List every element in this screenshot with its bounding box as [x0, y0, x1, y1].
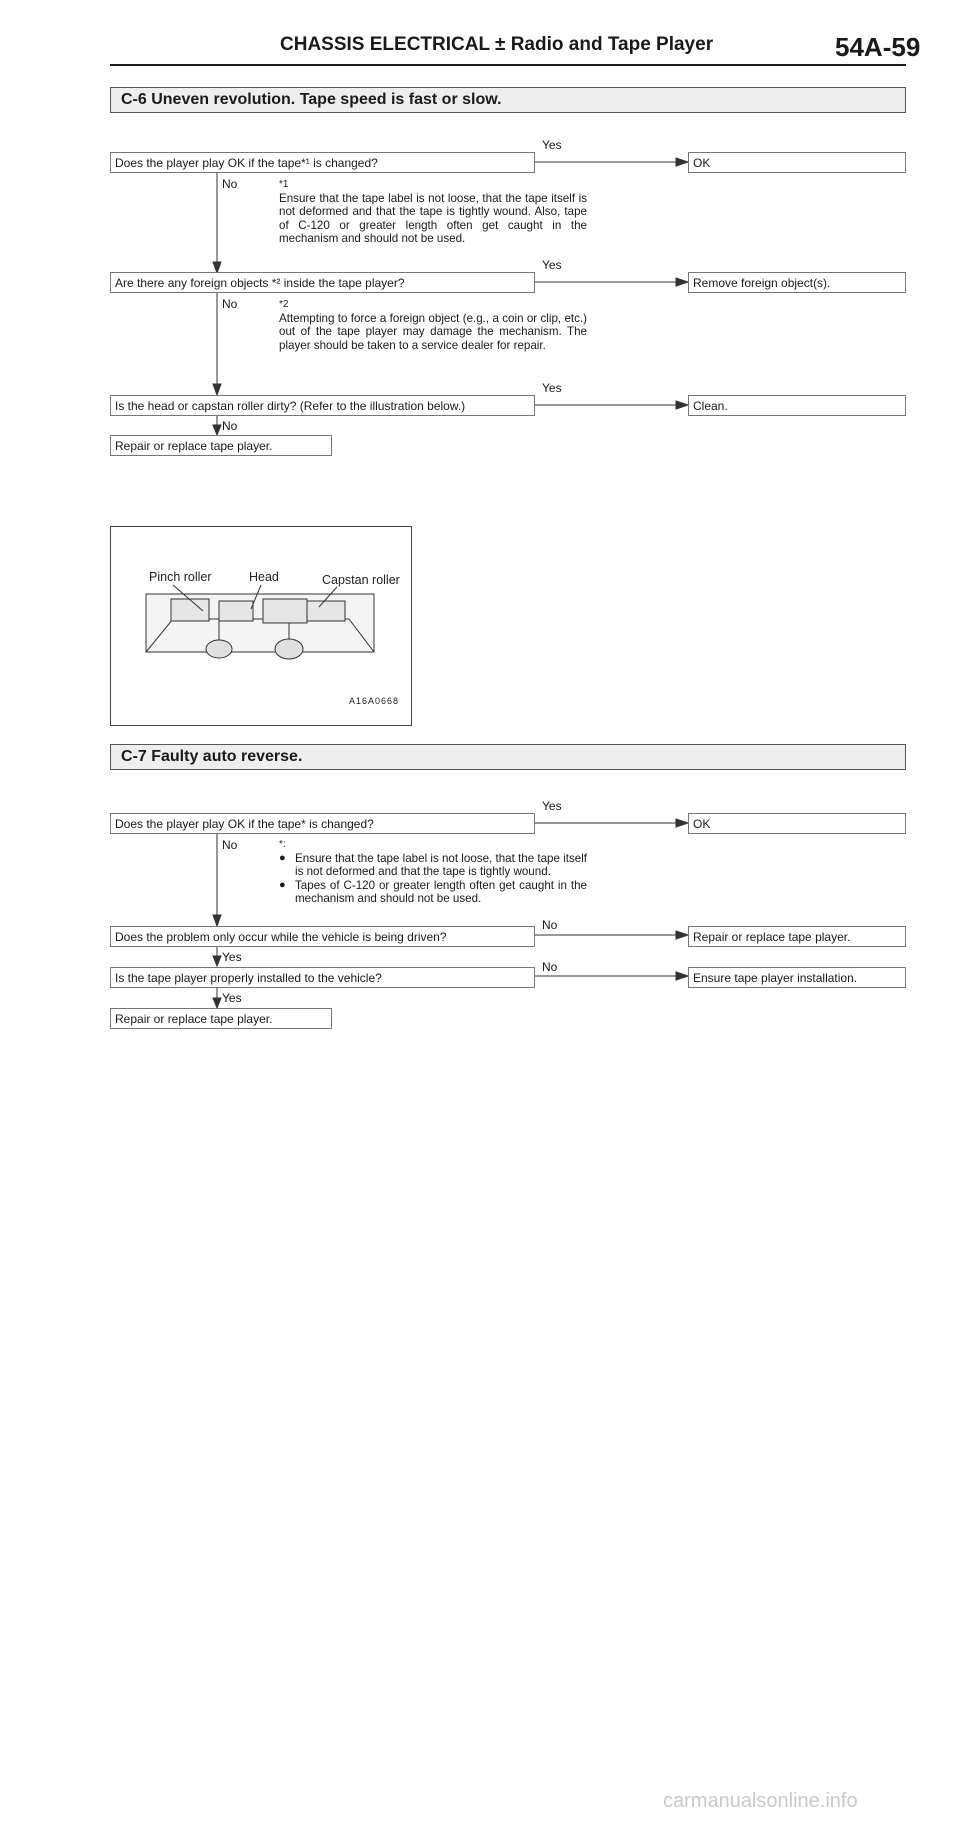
arrow-down-icon — [213, 956, 221, 966]
c7-q1-yes-result: OK — [688, 813, 906, 834]
c7-q3-yes-label: Yes — [222, 991, 242, 1005]
arrow-right-icon — [676, 158, 688, 166]
c7-q3-box: Is the tape player properly installed to the vehicle? — [110, 967, 535, 988]
c6-q1-yes-label: Yes — [542, 138, 562, 152]
arrow-right-icon — [676, 401, 688, 409]
arrow-down-icon — [213, 998, 221, 1008]
arrow-down-icon — [213, 384, 221, 395]
section-c6-title: C-6 Uneven revolution. Tape speed is fast or slow. — [110, 87, 906, 113]
c6-note2-marker: *2 — [279, 299, 289, 310]
c6-note1-marker: *1 — [279, 179, 289, 190]
figure-label-head: Head — [249, 570, 279, 584]
c6-q2-box: Are there any foreign objects *² inside the tape player? — [110, 272, 535, 293]
bullet-dot-icon: ● — [279, 851, 286, 864]
c7-note-bullet — [279, 879, 587, 906]
c6-q2-yes-label: Yes — [542, 258, 562, 272]
c6-q1-box: Does the player play OK if the tape*¹ is changed? — [110, 152, 535, 173]
bullet-dot-icon: ● — [279, 878, 286, 891]
figure-label-pinch-roller: Pinch roller — [149, 570, 212, 584]
c6-q3-box: Is the head or capstan roller dirty? (Refer to the illustration below.) — [110, 395, 535, 416]
c7-q1-box: Does the player play OK if the tape* is changed? — [110, 813, 535, 834]
c7-final-box: Repair or replace tape player. — [110, 1008, 332, 1029]
watermark: carmanualsonline.info — [663, 1790, 858, 1812]
c7-q2-box: Does the problem only occur while the vehicle is being driven? — [110, 926, 535, 947]
c7-note-bullet-text: Tapes of C-120 or greater length often get caught in the mechanism and should not be used. — [295, 878, 587, 905]
c6-final-box: Repair or replace tape player. — [110, 435, 332, 456]
c6-q2-yes-result: Remove foreign object(s). — [688, 272, 906, 293]
arrow-down-icon — [213, 425, 221, 435]
c7-q1-yes-label: Yes — [542, 799, 562, 813]
arrow-right-icon — [676, 931, 688, 939]
c7-q3-no-label: No — [542, 960, 558, 974]
c7-q2-no-label: No — [542, 918, 558, 932]
c6-q3-yes-result: Clean. — [688, 395, 906, 416]
arrow-right-icon — [676, 819, 688, 827]
c7-q1-no-label: No — [222, 838, 238, 852]
arrow-right-icon — [676, 278, 688, 286]
c6-note1 — [279, 178, 587, 246]
tape-mechanism-figure — [110, 526, 412, 726]
c7-q3-no-result: Ensure tape player installation. — [688, 967, 906, 988]
c7-note-bullet-text: Ensure that the tape label is not loose, that the tape itself is not deformed and that the tape is tightly wound. — [295, 851, 587, 878]
c6-q2-no-label: No — [222, 297, 238, 311]
c6-q1-no-label: No — [222, 177, 238, 191]
c6-q3-no-label: No — [222, 419, 238, 433]
page-header-title: CHASSIS ELECTRICAL ± Radio and Tape Player — [280, 34, 714, 55]
c6-note2 — [279, 298, 587, 352]
c6-q1-yes-result: OK — [688, 152, 906, 173]
c6-note2-text: Attempting to force a foreign object (e.g., a coin or clip, etc.) out of the tape player may damage the mechanism. The player should be taken to a service dealer for repair. — [279, 311, 587, 352]
c6-note1-text: Ensure that the tape label is not loose, that the tape itself is not deformed and that the tape is tightly wound. Also, tape of C-120 or greater length often get caught in the mechanism and should not be used. — [279, 191, 587, 245]
page-number: 54A-59 — [835, 32, 921, 62]
figure-label-capstan-roller: Capstan roller — [322, 573, 400, 587]
section-c7-title: C-7 Faulty auto reverse. — [110, 744, 906, 770]
c7-note-bullet — [279, 852, 587, 879]
arrow-right-icon — [676, 972, 688, 980]
c7-note — [279, 838, 587, 906]
c7-note-marker: *: — [279, 839, 286, 850]
c6-q3-yes-label: Yes — [542, 381, 562, 395]
c7-q2-no-result: Repair or replace tape player. — [688, 926, 906, 947]
figure-code: A16A0668 — [349, 696, 400, 706]
c7-q2-yes-label: Yes — [222, 950, 242, 964]
arrow-down-icon — [213, 915, 221, 926]
